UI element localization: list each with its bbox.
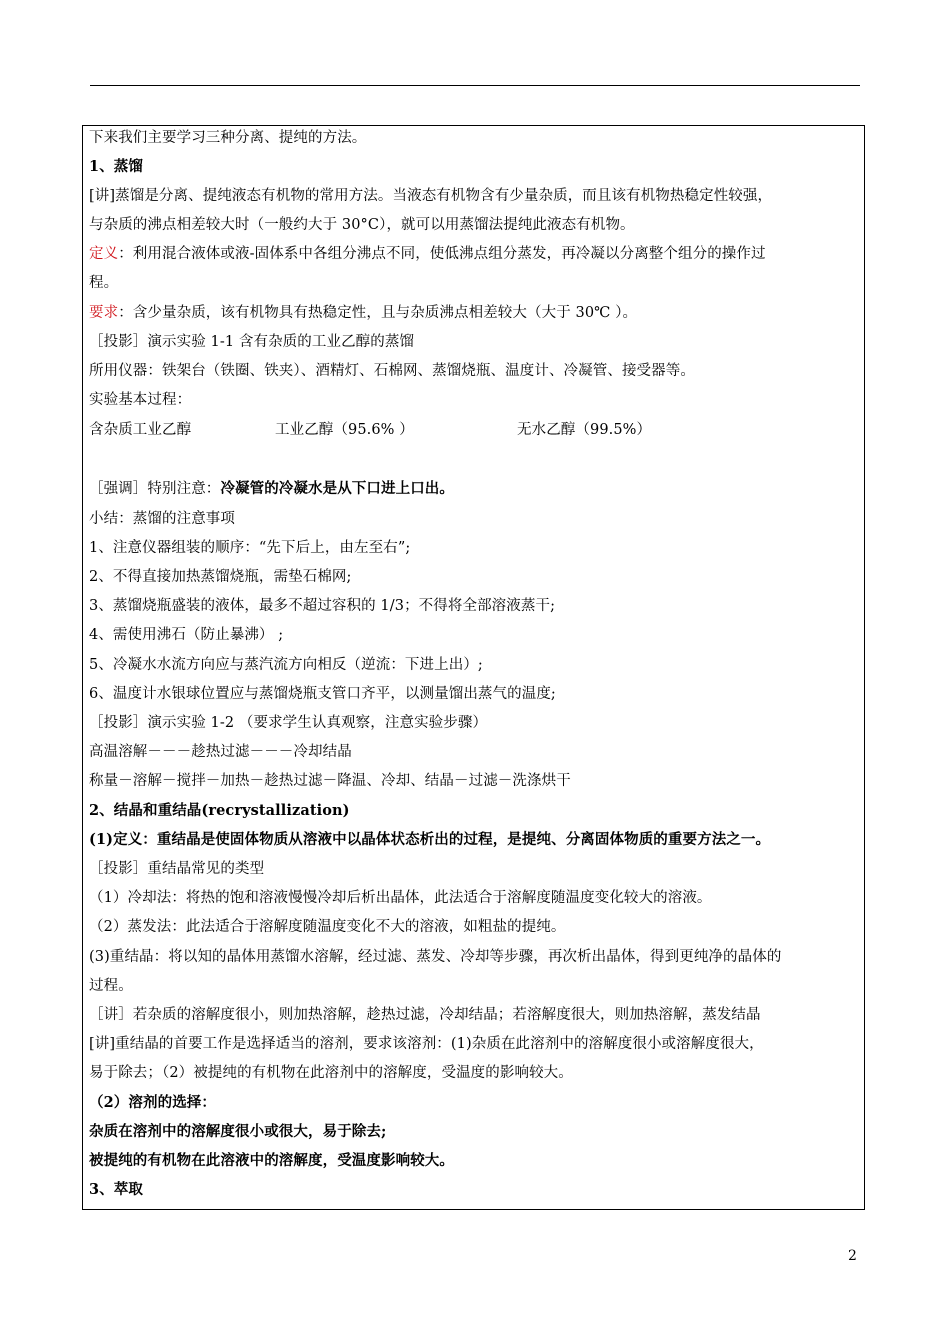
note-item-6: 6、温度计水银球位置应与蒸馏烧瓶支管口齐平，以测量馏出蒸气的温度; <box>89 686 556 702</box>
header-rule <box>90 85 860 86</box>
note-item-3: 3、蒸馏烧瓶盛装的液体，最多不超过容积的 1/3；不得将全部溶液蒸干; <box>89 598 556 614</box>
note-item-5: 5、冷凝水水流方向应与蒸汽流方向相反（逆流：下进上出）; <box>89 657 483 673</box>
crystallization-definition: (1)定义：重结晶是使固体物质从溶液中以晶体状态析出的过程，是提纯、分离固体物质的重要方法之一。 <box>89 831 771 848</box>
projection-line-2: ［投影］演示实验 1-2 （要求学生认真观察，注意实验步骤） <box>89 715 488 731</box>
solvent-item-1: 杂质在溶剂中的溶解度很小或很大，易于除去; <box>89 1123 387 1140</box>
type-cooling: （1）冷却法：将热的饱和溶液慢慢冷却后析出晶体，此法适合于溶解度随温度变化较大的溶液。 <box>89 890 712 906</box>
definition-label: 定义 <box>89 246 119 262</box>
ethanol-col-1: 含杂质工业乙醇 <box>89 422 192 438</box>
emphasis-prefix: ［强调］特别注意： <box>89 481 221 497</box>
ethanol-col-2: 工业乙醇（95.6% ） <box>275 422 414 438</box>
intro-line: 下来我们主要学习三种分离、提纯的方法。 <box>89 130 367 146</box>
emphasis-bold: 冷凝管的冷凝水是从下口进上口出。 <box>220 480 455 497</box>
section-heading-extraction: 3、萃取 <box>89 1181 143 1198</box>
process-steps-2: 称量－溶解－搅拌－加热－趁热过滤－降温、冷却、结晶－过滤－洗涤烘干 <box>89 773 571 789</box>
section-heading-crystallization: 2、结晶和重结晶(recrystallization) <box>89 802 350 819</box>
requirement-line <box>89 303 637 323</box>
note-item-2: 2、不得直接加热蒸馏烧瓶，需垫石棉网; <box>89 569 352 585</box>
type-recrystallization: (3)重结晶：将以知的晶体用蒸馏水溶解，经过滤、蒸发、冷却等步骤，再次析出晶体，得到更纯净的晶体的 <box>89 949 782 965</box>
definition-line <box>89 244 766 264</box>
requirement-text: ：含少量杂质，该有机物具有热稳定性，且与杂质沸点相差较大（大于 30℃ ）。 <box>118 305 638 321</box>
type-evaporation: （2）蒸发法：此法适合于溶解度随温度变化不大的溶液，如粗盐的提纯。 <box>89 919 566 935</box>
section-heading-distillation: 1、蒸馏 <box>89 158 143 175</box>
emphasis-line <box>89 479 454 499</box>
projection-line-1: ［投影］演示实验 1-1 含有杂质的工业乙醇的蒸馏 <box>89 334 415 350</box>
note-item-1: 1、注意仪器组装的顺序：“先下后上，由左至右”; <box>89 540 411 556</box>
requirement-label: 要求 <box>89 305 119 321</box>
lecture-line-2: ［讲］若杂质的溶解度很小，则加热溶解，趁热过滤，冷却结晶；若溶解度很大，则加热溶解，蒸发结晶 <box>89 1007 761 1023</box>
process-heading: 实验基本过程： <box>89 392 192 408</box>
summary-heading: 小结：蒸馏的注意事项 <box>89 511 235 527</box>
process-steps-1: 高温溶解－－－趁热过滤－－－冷却结晶 <box>89 744 352 760</box>
type-recrystallization-cont: 过程。 <box>89 978 133 994</box>
lecture-line-3: [讲]重结晶的首要工作是选择适当的溶剂，要求该溶剂：(1)杂质在此溶剂中的溶解度很小或溶解度很大， <box>89 1036 764 1052</box>
solvent-heading: （2）溶剂的选择： <box>89 1094 216 1111</box>
lecture-line: [讲]蒸馏是分离、提纯液态有机物的常用方法。当液态有机物含有少量杂质，而且该有机物热稳定性较强， <box>89 188 773 204</box>
lecture-line-3-cont: 易于除去；（2）被提纯的有机物在此溶剂中的溶解度，受温度的影响较大。 <box>89 1065 573 1081</box>
projection-line-3: ［投影］重结晶常见的类型 <box>89 861 265 877</box>
definition-text: ：利用混合液体或液-固体系中各组分沸点不同，使低沸点组分蒸发，再冷凝以分离整个组分的操作过 <box>118 246 766 262</box>
note-item-4: 4、需使用沸石（防止暴沸） ; <box>89 627 284 643</box>
ethanol-row <box>89 420 651 440</box>
page-number: 2 <box>848 1248 857 1264</box>
definition-line-cont: 程。 <box>89 275 119 291</box>
ethanol-col-3: 无水乙醇（99.5%） <box>517 422 652 438</box>
solvent-item-2: 被提纯的有机物在此溶液中的溶解度，受温度影响较大。 <box>89 1152 454 1169</box>
lecture-line-cont: 与杂质的沸点相差较大时（一般约大于 30°C），就可以用蒸馏法提纯此液态有机物。 <box>89 217 635 233</box>
apparatus-line: 所用仪器：铁架台（铁圈、铁夹）、酒精灯、石棉网、蒸馏烧瓶、温度计、冷凝管、接受器等。 <box>89 363 695 379</box>
